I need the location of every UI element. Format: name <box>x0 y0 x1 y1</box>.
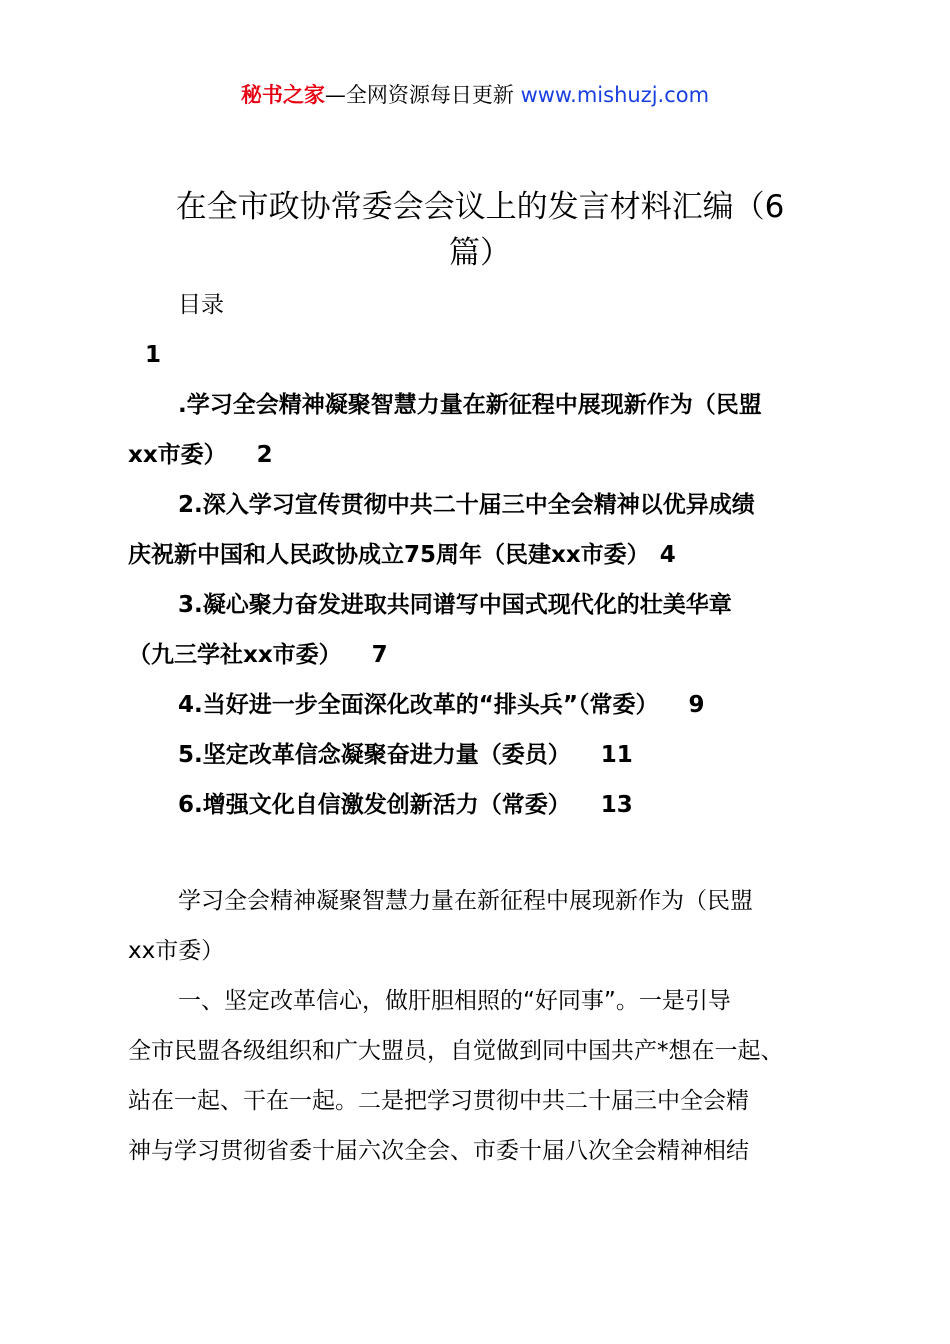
toc-mark: 1 <box>145 342 162 368</box>
toc-entry-2-page: 4 <box>659 542 676 568</box>
body-section <box>128 876 832 1176</box>
toc-entry-1-page: 2 <box>256 442 273 468</box>
section-title-line2: xx市委） <box>128 938 225 964</box>
toc-entry-6-page: 13 <box>600 792 633 818</box>
toc-heading-text: 目录 <box>178 292 224 318</box>
toc-entry-2-line1: 2.深入学习宣传贯彻中共二十届三中全会精神以优异成绩 <box>178 492 755 518</box>
site-url-link[interactable]: www.mishuzj.com <box>520 83 710 107</box>
paragraph-line-3: 站在一起、干在一起。二是把学习贯彻中共二十届三中全会精 <box>128 1088 749 1114</box>
toc-entry-3-line2: （九三学社xx市委） <box>128 642 342 668</box>
header-separator: — <box>324 83 346 107</box>
toc-entry-4-line1: 4.当好进一步全面深化改革的“排头兵”（常委） <box>178 692 659 718</box>
paragraph-line-2: 全市民盟各级组织和广大盟员，自觉做到同中国共产*想在一起、 <box>128 1038 784 1064</box>
toc-entry-2[interactable] <box>128 480 832 580</box>
toc-entry-1-line1: .学习全会精神凝聚智慧力量在新征程中展现新作为（民盟 <box>178 392 762 418</box>
toc-entry-6[interactable] <box>128 780 832 830</box>
title-line-1: 在全市政协常委会会议上的发言材料汇编（6 <box>175 189 785 225</box>
brand-name: 秘书之家 <box>240 83 325 107</box>
section-title-line1: 学习全会精神凝聚智慧力量在新征程中展现新作为（民盟 <box>178 888 753 914</box>
title-line-2: 篇） <box>449 235 511 271</box>
toc-entry-5-line1: 5.坚定改革信念凝聚奋进力量（委员） <box>178 742 571 768</box>
toc-entry-5-page: 11 <box>600 742 633 768</box>
toc-entry-1-line2: xx市委） <box>128 442 227 468</box>
toc-entry-3[interactable] <box>128 580 832 680</box>
paragraph-line-1: 一、坚定改革信心，做肝胆相照的“好同事”。一是引导 <box>178 988 731 1014</box>
toc-entry-2-line2: 庆祝新中国和人民政协成立75周年（民建xx市委） <box>128 542 650 568</box>
toc-entry-4[interactable] <box>128 680 832 730</box>
toc-heading <box>128 280 832 330</box>
toc-entry-1[interactable] <box>128 380 832 480</box>
header-slogan: 全网资源每日更新 <box>345 83 514 107</box>
toc-entry-6-line1: 6.增强文化自信激发创新活力（常委） <box>178 792 571 818</box>
table-of-contents <box>128 380 832 830</box>
toc-entry-5[interactable] <box>128 730 832 780</box>
toc-entry-3-page: 7 <box>371 642 388 668</box>
document-title <box>128 184 832 276</box>
toc-entry-3-line1: 3.凝心聚力奋发进取共同谱写中国式现代化的壮美华章 <box>178 592 732 618</box>
toc-entry-4-page: 9 <box>688 692 705 718</box>
paragraph-line-4: 神与学习贯彻省委十届六次全会、市委十届八次全会精神相结 <box>128 1138 749 1164</box>
site-header <box>0 80 950 110</box>
